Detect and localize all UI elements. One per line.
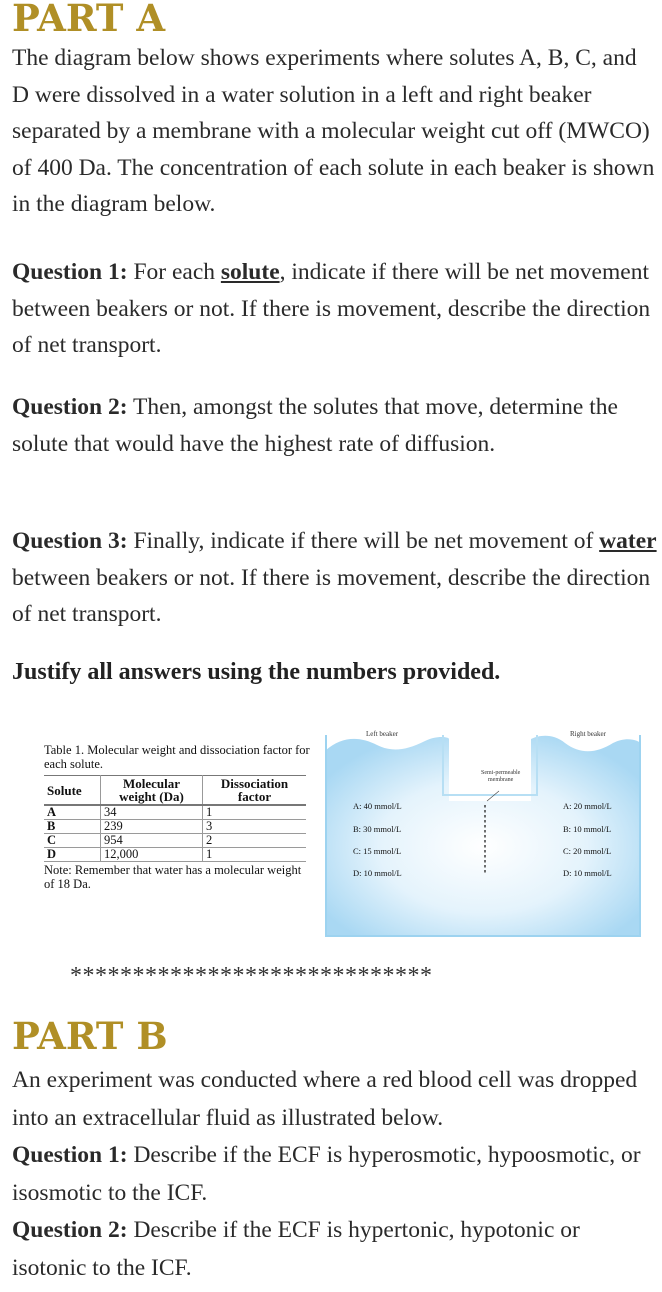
question-1-pre: For each xyxy=(127,259,221,285)
right-conc-d: D: 10 mmol/L xyxy=(563,868,612,878)
table-cell-factor: 1 xyxy=(203,848,307,862)
table-row xyxy=(44,805,306,820)
part-a-question-3 xyxy=(12,523,657,633)
right-conc-b: B: 10 mmol/L xyxy=(563,824,612,834)
question-2-label: Question 2: xyxy=(12,394,128,420)
part-a-intro: The diagram below shows experiments where solutes A, B, C, and D were dissolved in a water solution in a left and right beaker separated by a membrane with a molecular weight cut off (MWCO) of 400 Da. The concentration of each solute in each beaker is shown in the diagram below. xyxy=(12,45,655,217)
table-header-molecular-weight: Molecular weight (Da) xyxy=(101,776,203,806)
table-note: Note: Remember that water has a molecular weight of 18 Da. xyxy=(44,863,302,891)
question-1-emphasis: solute xyxy=(220,259,280,285)
part-b-body xyxy=(12,1062,657,1287)
table-cell-factor: 1 xyxy=(203,805,307,820)
table-row xyxy=(44,848,306,862)
part-b-intro: An experiment was conducted where a red blood cell was dropped into an extracellular fluid as illustrated below. xyxy=(12,1067,638,1131)
table-cell-factor: 3 xyxy=(203,820,307,834)
part-b-question-2-text: Describe if the ECF is hypertonic, hypotonic or isotonic to the ICF. xyxy=(12,1217,580,1281)
table-cell-solute: D xyxy=(44,848,101,862)
table-cell-weight: 34 xyxy=(101,805,203,820)
question-3-pre: Finally, indicate if there will be net movement of xyxy=(127,528,600,554)
right-beaker-label: Right beaker xyxy=(570,730,606,738)
connector-top xyxy=(443,735,537,795)
table-cell-solute: B xyxy=(44,820,101,834)
solute-table xyxy=(44,775,306,862)
question-2-text: Then, amongst the solutes that move, determine the solute that would have the highest rate of diffusion. xyxy=(12,394,618,457)
left-conc-a: A: 40 mmol/L xyxy=(353,801,402,811)
section-divider: ***************************** xyxy=(70,963,433,989)
table-cell-solute: A xyxy=(44,805,101,820)
question-1-post: , indicate if there will be net movement between beakers or not. If there is movement, describe the direction of net transport. xyxy=(12,259,651,358)
membrane-label-2: membrane xyxy=(488,777,514,783)
part-b-question-1-text: Describe if the ECF is hyperosmotic, hypoosmotic, or isosmotic to the ICF. xyxy=(12,1142,641,1206)
left-conc-c: C: 15 mmol/L xyxy=(353,846,402,856)
left-conc-d: D: 10 mmol/L xyxy=(353,868,402,878)
table-row xyxy=(44,834,306,848)
justify-instruction: Justify all answers using the numbers provided. xyxy=(12,659,501,685)
table-cell-solute: C xyxy=(44,834,101,848)
table-row xyxy=(44,820,306,834)
part-a-question-2 xyxy=(12,389,657,462)
part-b-question-1-label: Question 1: xyxy=(12,1142,128,1168)
question-3-label: Question 3: xyxy=(12,528,128,554)
table-header-dissociation: Dissociation factor xyxy=(203,776,307,806)
table-cell-weight: 239 xyxy=(101,820,203,834)
part-b-title: PART B xyxy=(12,1014,168,1058)
left-beaker-label: Left beaker xyxy=(366,730,399,738)
right-conc-c: C: 20 mmol/L xyxy=(563,846,612,856)
question-1-label: Question 1: xyxy=(12,259,128,285)
question-3-post: between beakers or not. If there is movement, describe the direction of net transport. xyxy=(12,564,651,627)
question-3-emphasis: water xyxy=(599,528,657,554)
table-header-solute: Solute xyxy=(44,776,101,806)
table-caption: Table 1. Molecular weight and dissociation factor for each solute. xyxy=(44,743,310,771)
part-a-title: PART A xyxy=(12,0,166,40)
right-conc-a: A: 20 mmol/L xyxy=(563,801,612,811)
table-cell-factor: 2 xyxy=(203,834,307,848)
table-cell-weight: 954 xyxy=(101,834,203,848)
part-b-question-2-label: Question 2: xyxy=(12,1217,128,1243)
left-conc-b: B: 30 mmol/L xyxy=(353,824,402,834)
water-body xyxy=(325,736,641,937)
table-cell-weight: 12,000 xyxy=(101,848,203,862)
part-a-question-1 xyxy=(12,254,657,364)
beaker-diagram xyxy=(325,725,641,937)
membrane-label-1: Semi-permeable xyxy=(481,770,521,776)
solute-table-figure xyxy=(44,743,314,891)
